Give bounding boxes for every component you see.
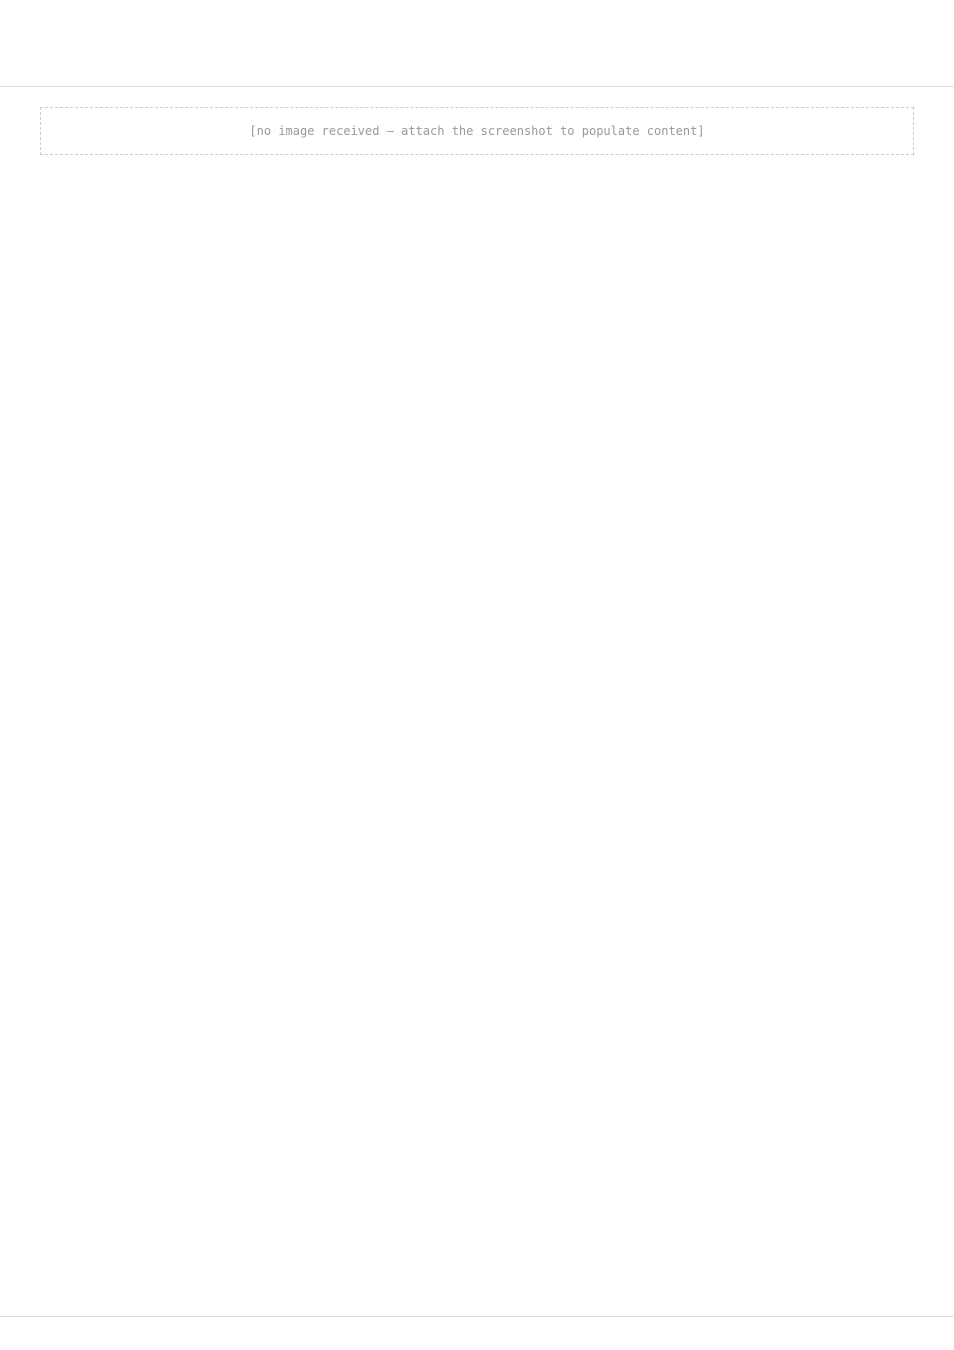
page-title xyxy=(40,24,914,50)
main-content xyxy=(0,87,954,1316)
page-footer xyxy=(0,1316,954,1350)
page-header xyxy=(0,0,954,87)
page-subtitle xyxy=(40,56,914,74)
placeholder-note: [no image received — attach the screenshot to populate content] xyxy=(40,107,914,155)
